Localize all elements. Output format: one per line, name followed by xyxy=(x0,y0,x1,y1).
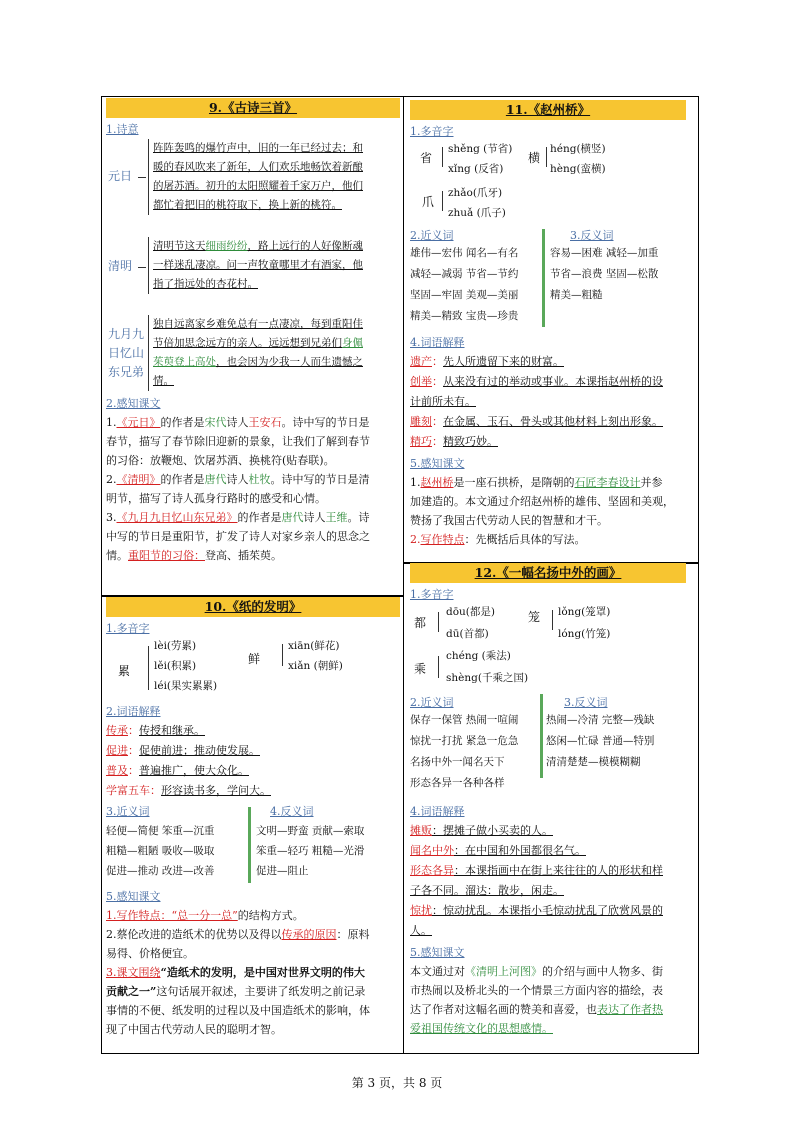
poem-jiuyue xyxy=(106,315,400,393)
lesson12-k: 本文通过对《清明上河图》的介绍与画中人物多、街 市热闹以及桥北头的一个情景三方面内容的描绘，表 达了作者对这幅名画的赞美和喜爱，也表达了作者热 爱祖国传统文化的思想感情。 xyxy=(410,965,663,1035)
lesson10-sec2-heading: 2.词语解释 xyxy=(106,705,161,718)
poem-text: 独自远离家乡难免总有一点凄凉，每到重阳佳 节倍加思念远方的亲人。远远想到兄弟们身佩 茱萸登上高处，也会因为少我一人而生遗憾之 情。 xyxy=(148,315,399,391)
poem-label: 九月九 日忆山 东兄弟 xyxy=(108,327,145,379)
lesson9-sec1-heading: 1.诗意 xyxy=(106,123,139,136)
lesson12-sec1-heading: 1.多音字 xyxy=(410,588,454,601)
poem-qingming xyxy=(106,237,400,299)
term: 精巧：精致巧妙。 xyxy=(410,435,498,448)
lesson9-title: 9.《古诗三首》 xyxy=(106,98,400,118)
lesson11-sec5-heading: 5.感知课文 xyxy=(410,457,465,470)
polyphone-group: 省 shěng (节省) xǐng (反省) 横 héng(横竖) hèng(蛮横) 爪 zhǎo(爪牙) zhuǎ (爪子) xyxy=(420,143,606,219)
lesson9-paragraph-3: 3.《九月九日忆山东兄弟》的作者是唐代诗人王维。诗 中写的节日是重阳节，扩发了诗人对家乡亲人的思念之 情。重阳节的习俗：登高、插茱萸。 xyxy=(106,511,370,562)
term: 学富五车：形容读书多，学问大。 xyxy=(106,784,271,797)
lesson12-syn-ant: 2.近义词 3.反义词 保存一保管 热闹一喧闹 惊扰一打扰 紧急一危急 名扬中外一闻名天下 形态各异一各种各样 热闹—冷清 完整—残缺 悠闲—忙碌 普通—特别 清清楚楚—模模糊糊 xyxy=(410,696,655,789)
poem-yuanri xyxy=(106,139,400,219)
lesson10-sec1-heading: 1.多音字 xyxy=(106,622,150,635)
term: 促进：促使前进；推动使发展。 xyxy=(106,744,260,757)
lesson12-title: 12.《一幅名扬中外的画》 xyxy=(410,563,686,583)
lesson12-sec5-heading: 5.感知课文 xyxy=(410,946,465,959)
lesson10-k3: 3.课文围绕“造纸术的发明，是中国对世界文明的伟大 贡献之一”这句话展开叙述，主要讲了纸发明之前记录 事情的不便、纸发明的过程以及中国造纸术的影响，体 现了中国古代劳动人民的聪明才智。 xyxy=(106,966,370,1036)
lesson11-sec4-heading: 4.词语解释 xyxy=(410,336,465,349)
term: 遗产：先人所遗留下来的财富。 xyxy=(410,355,564,368)
term: 传承：传授和继承。 xyxy=(106,724,205,737)
lesson11-section xyxy=(410,100,694,562)
poem-text: 清明节这天细雨纷纷，路上远行的人好像断魂 一样迷乱凄凉。问一声牧童哪里才有酒家，他 指了指远处的杏花村。 xyxy=(148,237,399,294)
lesson11-sec1-heading: 1.多音字 xyxy=(410,125,454,138)
page-footer: 第 3 页，共 8 页 xyxy=(351,1076,443,1090)
lesson10-k2: 2.蔡伦改进的造纸术的优势以及得以传承的原因：原料 易得、价格便宜。 xyxy=(106,928,370,960)
polyphone-lei-xian: 累 lèi(劳累) lěi(积累) léi(果实累累) 鲜 xiān(鲜花) xiǎn (朝鲜) xyxy=(118,640,343,692)
term: 创举：从来没有过的举动或事业。本课指赵州桥的设 计前所未有。 xyxy=(410,375,663,408)
term: 闻名中外：在中国和外国都很名气。 xyxy=(410,844,586,857)
lesson9-paragraph-2: 2.《清明》的作者是唐代诗人杜牧。诗中写的节日是清 明节，描写了诗人孤身行路时的感受和心情。 xyxy=(106,473,370,505)
poem-label: 清明 xyxy=(108,259,133,273)
polyphone-group: 都 dōu(都是) dū(首都) 笼 lǒng(笼罩) lóng(竹笼) 乘 chéng (乘法) shèng(千乘之国) xyxy=(414,606,611,684)
term: 普及：普遍推广，使大众化。 xyxy=(106,764,249,777)
term: 惊扰：惊动扰乱。本课指小毛惊动扰乱了欣赏风景的 人。 xyxy=(410,904,663,937)
column-divider xyxy=(403,96,404,1054)
lesson10-section xyxy=(106,597,400,1052)
poem-label: 元日 xyxy=(108,169,133,183)
lesson9-sec2-heading: 2.感知课文 xyxy=(106,397,161,410)
lesson9-paragraph-1: 1.《元日》的作者是宋代诗人王安石。诗中写的节日是 春节，描写了春节除旧迎新的景象，让我们了解到春节 的习俗：放鞭炮、饮屠苏酒、换桃符(贴春联)。 xyxy=(106,416,370,467)
lesson12-section xyxy=(410,563,694,1053)
lesson10-sec5-heading: 5.感知课文 xyxy=(106,890,161,903)
term: 雕刻：在金属、玉石、骨头或其他材料上刻出形象。 xyxy=(410,415,663,428)
term: 形态各异：本课指画中在街上来往往的人的形状和样 子各不同。溜达：散步，闲走。 xyxy=(410,864,663,897)
lesson10-title: 10.《纸的发明》 xyxy=(106,597,400,617)
lesson9-section xyxy=(106,98,400,595)
lesson11-k1: 1.赵州桥是一座石拱桥，是隋朝的石匠李春设计并参 加建造的。本文通过介绍赵州桥的雄伟、坚固和美观， 赞扬了我国古代劳动人民的智慧和才干。 xyxy=(410,476,674,527)
lesson10-syn-ant: 3.近义词 4.反义词 轻便—简便 笨重—沉重 粗糙—粗陋 吸收—吸取 促进—推动 改进—改善 文明—野蛮 贡献—索取 笨重—轻巧 粗糙—光滑 促进—阻止 xyxy=(106,803,400,885)
lesson11-k2: 2.写作特点：先概括后具体的写法。 xyxy=(410,533,586,546)
term: 摊贩：摆摊子做小买卖的人。 xyxy=(410,824,553,837)
lesson10-k1: 1.写作特点：“总一分一总”的结构方式。 xyxy=(106,909,304,922)
poem-text: 阵阵轰鸣的爆竹声中，旧的一年已经过去；和 暖的春风吹来了新年，人们欢乐地畅饮着新酿 的屠苏酒。初升的太阳照耀着千家万户，他们 都忙着把旧的桃符取下，换上新的桃符。 xyxy=(148,139,399,215)
lesson11-syn-ant: 2.近义词 3.反义词 雄伟—宏伟 闻名—有名 减轻—减弱 节省—节约 坚固—牢固 美观—美丽 精美—精致 宝贵—珍贵 容易—困难 减轻—加重 节省—浪费 坚固—松散 精美—粗糙 xyxy=(410,227,694,331)
lesson11-title: 11.《赵州桥》 xyxy=(410,100,686,120)
lesson12-sec4-heading: 4.词语解释 xyxy=(410,805,465,818)
